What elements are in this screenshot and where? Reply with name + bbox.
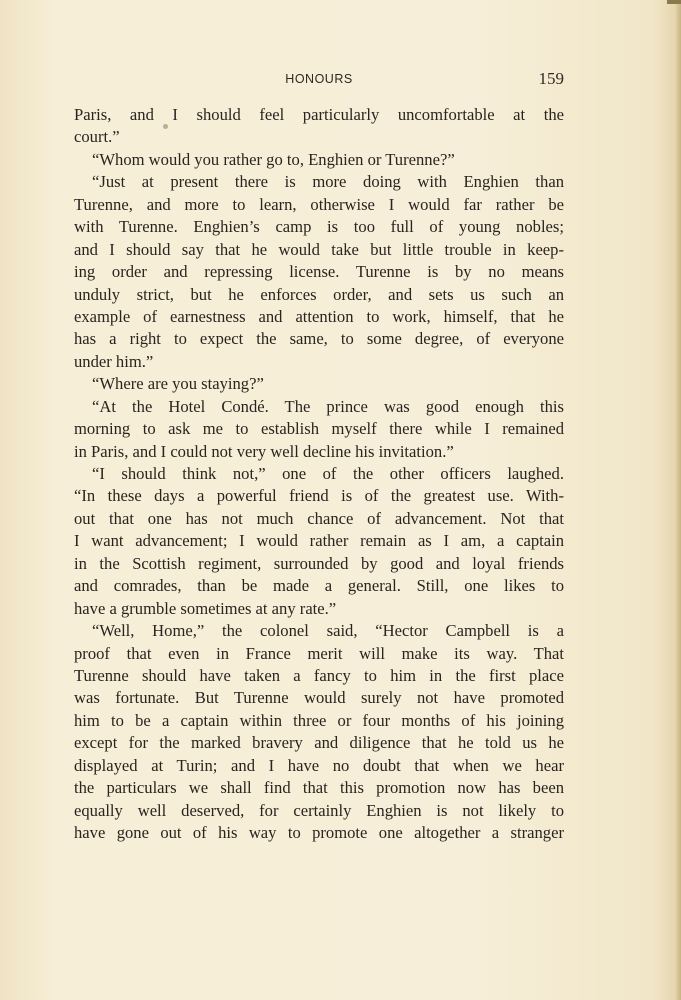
text-line: proof that even in France merit will make its way. That	[74, 643, 564, 663]
text-line: “I should think not,” one of the other officers laughed.	[92, 464, 564, 483]
text-line: I want advancement; I would rather remain as I am, a captain	[74, 531, 564, 551]
text-line: with Turenne. Enghien’s camp is too full of young nobles;	[74, 217, 564, 237]
text-line: example of earnestness and attention to work, himself, that he	[74, 306, 564, 326]
page-number: 159	[538, 69, 564, 88]
text-line: except for the marked bravery and diligence that he told us he	[74, 733, 564, 753]
text-line: court.”	[74, 127, 120, 147]
text-line: “Whom would you rather go to, Enghien or Turenne?”	[92, 149, 455, 169]
text-line: under him.”	[74, 351, 154, 371]
text-line: morning to ask me to establish myself there while I remained	[74, 419, 564, 439]
text-line: and comrades, than be made a general. Still, one likes to	[74, 576, 564, 596]
text-line: unduly strict, but he enforces order, and sets us such an	[74, 284, 564, 304]
text-line: “In these days a powerful friend is of the greatest use. With-	[74, 486, 564, 506]
text-line: “Just at present there is more doing with Enghien than	[92, 172, 564, 192]
text-line: in Paris, and I could not very well decline his invitation.”	[74, 441, 454, 461]
text-line: Paris, and I should feel particularly uncomfortable at the	[74, 105, 564, 124]
text-line: “Well, Home,” the colonel said, “Hector Campbell is a	[92, 621, 564, 641]
text-line: ing order and repressing license. Turenne is by no means	[74, 262, 564, 282]
running-head: HONOURS	[285, 72, 353, 86]
text-line: in the Scottish regiment, surrounded by good and loyal friends	[74, 553, 564, 573]
text-line: Turenne should have taken a fancy to him in the first place	[74, 665, 564, 685]
text-line: “Where are you staying?”	[92, 374, 264, 394]
text-line: equally well deserved, for certainly Enghien is not likely to	[74, 800, 564, 820]
text-line: has a right to expect the same, to some degree, of everyone	[74, 329, 564, 349]
page-edge-shadow	[675, 0, 681, 1000]
text-line: and I should say that he would take but little trouble in keep-	[74, 239, 564, 259]
text-line: displayed at Turin; and I have no doubt that when we hear	[74, 755, 564, 775]
corner-mark	[667, 0, 681, 4]
page-header	[74, 69, 564, 93]
text-line: “At the Hotel Condé. The prince was good enough this	[92, 396, 564, 416]
text-line: out that one has not much chance of advancement. Not that	[74, 508, 564, 528]
text-line: Turenne, and more to learn, otherwise I would far rather be	[74, 194, 564, 214]
text-line: was fortunate. But Turenne would surely not have promoted	[74, 688, 564, 708]
body-text	[74, 104, 564, 844]
text-line: have gone out of his way to promote one altogether a stranger	[74, 823, 564, 842]
text-line: him to be a captain within three or four months of his joining	[74, 710, 564, 730]
text-line: the particulars we shall find that this promotion now has been	[74, 778, 564, 798]
text-line: have a grumble sometimes at any rate.”	[74, 598, 337, 618]
